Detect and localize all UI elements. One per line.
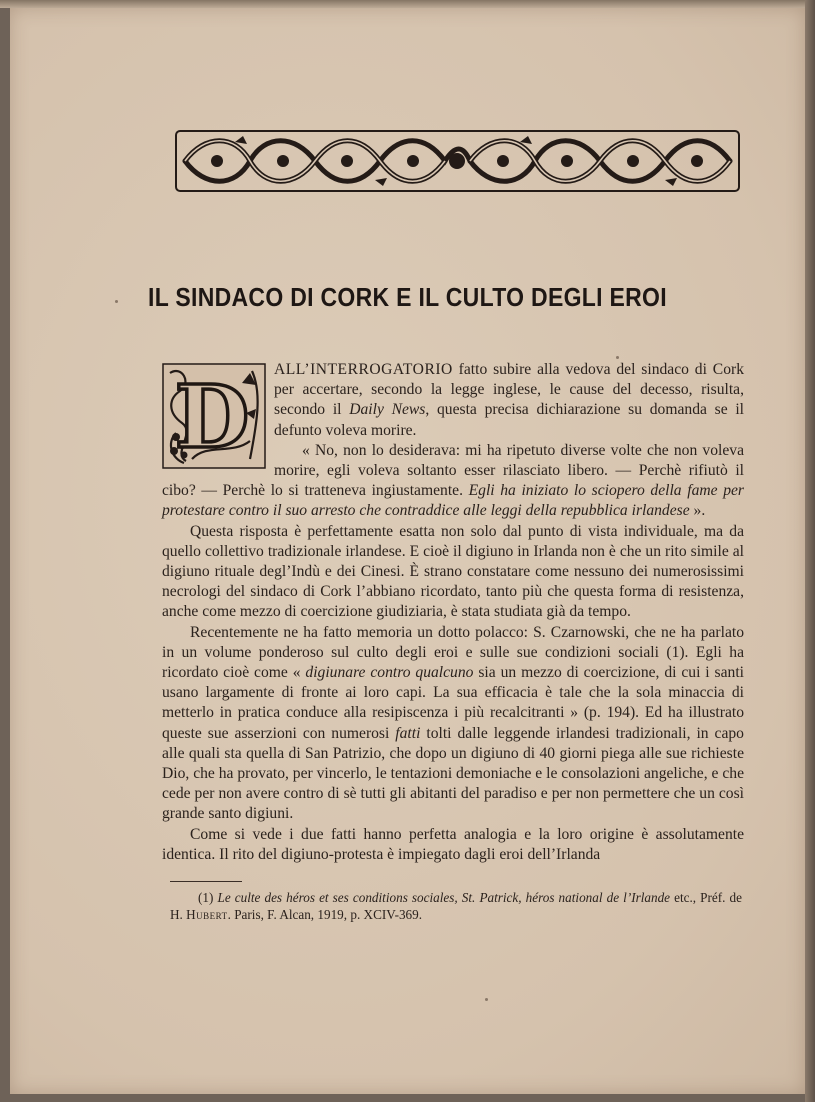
text-run: (1): [198, 890, 218, 905]
text-run: Recentemente ne ha fatto memoria un dotto polacco: S. Czarnowski, che ne ha parlato in un volume ponderoso sul culto degli eroi e sulle sue condizioni sociali (1). Egli ha ricordato cioè come «: [162, 623, 744, 682]
paragraph: [162, 623, 744, 825]
paragraph: [162, 825, 744, 865]
text-run: sia un mezzo di coercizione, di cui i santi usano largamente di fronte ai loro capi. La sua efficacia è tale che la sola minaccia di metterlo in pratica conduce alla resipiscenza i più recalcitranti » (p. 194). Ed ha illustrato queste sue asserzioni con numerosi: [162, 664, 744, 742]
text-run: etc., Préf. de H.: [170, 890, 742, 922]
text-run: tolti dalle leggende irlandesi tradizionali, in capo alle quali sta quella di San Patrizio, che dopo un digiuno di 40 giorni piega alle sue richieste Dio, che ha provato, per vincerlo, le tentazioni demoniache e le consolazioni angeliche, e che cede per non avere contro di sè tutti gli abitanti del paradiso e per non permettere che un così grande santo digiuni.: [162, 724, 744, 823]
celtic-ornament-icon: [175, 130, 740, 192]
footnote-rule: [170, 881, 242, 882]
italic-run: Daily News: [349, 401, 426, 419]
text-run: Questa risposta è perfettamente esatta non solo dal punto di vista individuale, ma da quello collettivo tradizionale irlandese. E cioè il digiuno in Irlanda non è che un rito simile al digiuno rituale degl’Indù e dei Cinesi. È strano constatare come nessuno dei numerosissimi necrologi del sindaco di Cork l’abbiano ricordato, tanto più che questa forma di resistenza, anche come mezzo di coercizione giudiziaria, è stata studiata già da tempo.: [162, 522, 744, 621]
paper-speck: [616, 356, 619, 359]
page-edge-top: [0, 0, 815, 8]
paragraph: [162, 522, 744, 623]
paper-speck: [115, 300, 118, 303]
smallcaps-run: Hubert: [186, 907, 228, 922]
italic-run: fatti: [395, 724, 421, 742]
italic-run: digiunare contro qualcuno: [305, 664, 474, 682]
smallcaps-run: ALL’INTERROGATORIO: [274, 361, 453, 378]
dropcap-letter: D: [174, 367, 250, 468]
footnote: [170, 889, 742, 923]
text-run: . Paris, F. Alcan, 1919, p. XCIV-369.: [227, 907, 423, 922]
italic-run: Egli ha iniziato lo sciopero della fame per protestare contro il suo arresto che contraddice alle leggi della repubblica irlandese: [162, 482, 744, 520]
text-run: , questa precisa dichiarazione su domanda se il defunto voleva morire.: [274, 401, 745, 439]
scanned-page: [10, 8, 805, 1094]
text-run: Come si vede i due fatti hanno perfetta analogia e la loro origine è assolutamente identica. Il rito del digiuno-protesta è impiegato dagli eroi dell’Irlanda: [162, 825, 744, 863]
italic-run: Le culte des héros et ses conditions sociales, St. Patrick, héros national de l’Irlande: [217, 890, 671, 905]
text-run: « No, non lo desiderava: mi ha ripetuto diverse volte che non voleva morire, egli voleva soltanto esser rilasciato libero. — Perchè rifiutò il cibo? — Perchè lo si tratteneva ingiustamente.: [162, 441, 744, 500]
page-title: IL SINDACO DI CORK E IL CULTO DEGLI EROI: [148, 282, 667, 312]
text-run: ».: [689, 502, 706, 520]
paper-speck: [485, 998, 488, 1001]
dropcap-ornament-icon: [162, 363, 266, 469]
page-edge-right: [805, 0, 815, 1102]
body-text: [162, 360, 744, 865]
text-run: fatto subire alla vedova del sindaco di Cork per accertare, secondo la legge inglese, le cause del decesso, risulta, secondo il: [274, 361, 744, 419]
